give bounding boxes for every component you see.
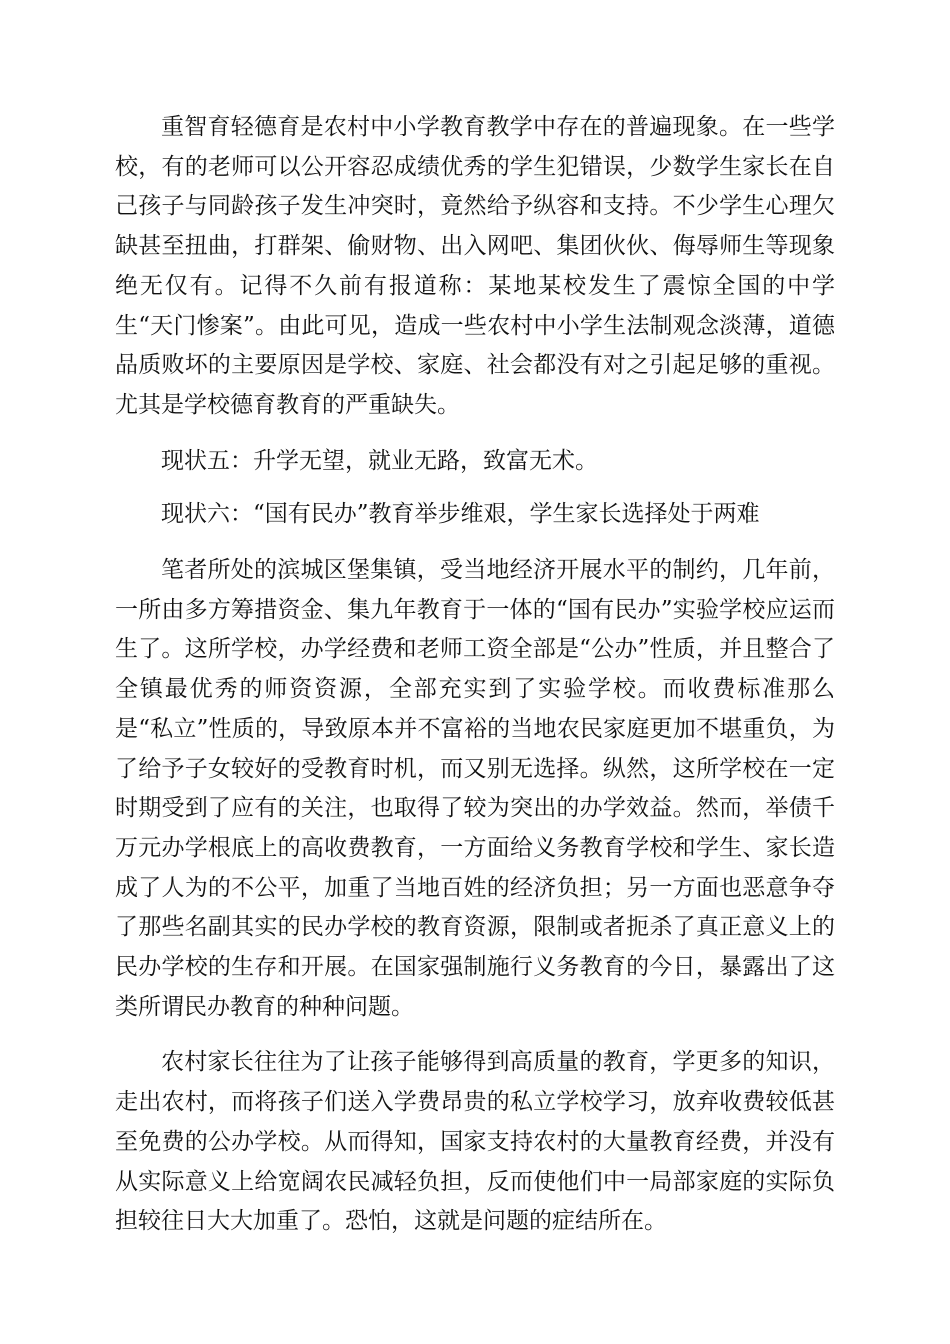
paragraph-status-six: 现状六：“国有民办”教育举步维艰，学生家长选择处于两难 bbox=[161, 501, 760, 528]
paragraph-rural-parents: 农村家长往往为了让孩子能够得到高质量的教育，学更多的知识，走出农村，而将孩子们送入学费昂贵的私立学校学习，放弃收费较低甚至免费的公办学校。从而得知，国家支持农村的大量教育经费，并没有从实际意义上给宽阔农民减轻负担，反而使他们中一局部家庭的实际负担较往日大大加重了。恐怕，这就是问题的症结所在。 bbox=[115, 1049, 835, 1235]
paragraph-moral-education: 重智育轻德育是农村中小学教育教学中存在的普遍现象。在一些学校，有的老师可以公开容忍成绩优秀的学生犯错误，少数学生家长在自己孩子与同龄孩子发生冲突时，竟然给予纵容和支持。不少学生心理欠缺甚至扭曲，打群架、偷财物、出入网吧、集团伙伙、侮辱师生等现象绝无仅有。记得不久前有报道称：某地某校发生了震惊全国的中学生“天门惨案”。由此可见，造成一些农村中小学生法制观念淡薄，道德品质败坏的主要原因是学校、家庭、社会都没有对之引起足够的重视。尤其是学校德育教育的严重缺失。 bbox=[115, 114, 835, 418]
document-body bbox=[115, 108, 835, 1242]
paragraph-status-five: 现状五：升学无望，就业无路，致富无术。 bbox=[161, 447, 598, 474]
paragraph-experimental-school: 笔者所处的滨城区堡集镇，受当地经济开展水平的制约，几年前，一所由多方筹措资金、集九年教育于一体的“国有民办”实验学校应运而生了。这所学校，办学经费和老师工资全部是“公办”性质，并且整合了全镇最优秀的师资资源，全部充实到了实验学校。而收费标准那么是“私立”性质的，导致原本并不富裕的当地农民家庭更加不堪重负，为了给予子女较好的受教育时机，而又别无选择。纵然，这所学校在一定时期受到了应有的关注，也取得了较为突出的办学效益。然而，举债千万元办学根底上的高收费教育，一方面给义务教育学校和学生、家长造成了人为的不公平，加重了当地百姓的经济负担；另一方面也恶意争夺了那些名副其实的民办学校的教育资源，限制或者扼杀了真正意义上的民办学校的生存和开展。在国家强制施行义务教育的今日，暴露出了这类所谓民办教育的种种问题。 bbox=[115, 557, 835, 1020]
